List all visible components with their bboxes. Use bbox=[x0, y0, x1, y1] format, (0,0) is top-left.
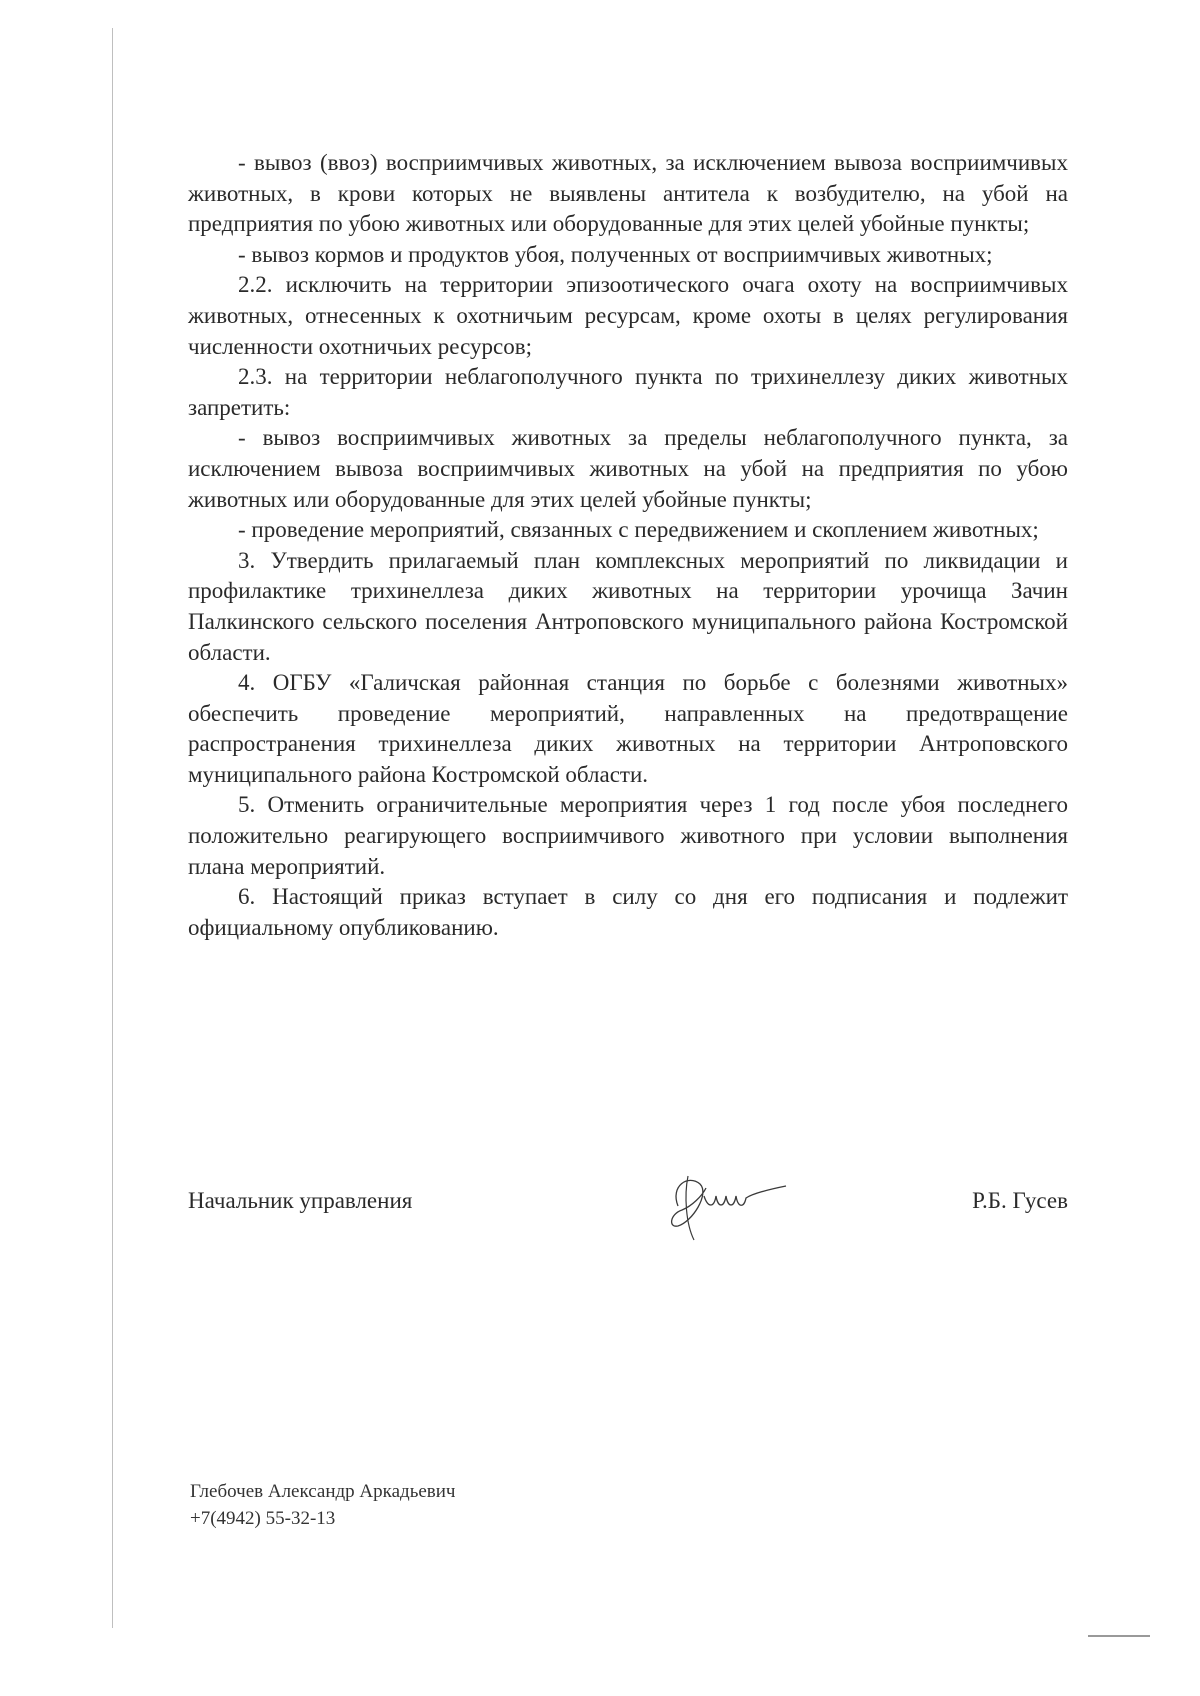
paragraph-export-outside: - вывоз восприимчивых животных за пределы неблагополучного пункта, за исключением вывоза восприимчивых животных на убой на предприятия по убою животных или оборудованные для этих целей убойные пункты; bbox=[188, 425, 1068, 512]
paragraph-4-ogbu: 4. ОГБУ «Галичская районная станция по борьбе с болезнями животных» обеспечить проведение мероприятий, направленных на предотвращение распространения трихинеллеза диких животных на территории Антроповского муниципального района Костромской области. bbox=[188, 670, 1068, 787]
contact-person: Глебочев Александр Аркадьевич bbox=[190, 1481, 456, 1502]
handwritten-signature bbox=[648, 1166, 818, 1246]
paragraph-feed-export: - вывоз кормов и продуктов убоя, полученных от восприимчивых животных; bbox=[238, 241, 993, 267]
paragraph-gatherings: - проведение мероприятий, связанных с передвижением и скоплением животных; bbox=[238, 517, 1039, 543]
paragraph-5-cancel: 5. Отменить ограничительные мероприятия через 1 год после убоя последнего положительно реагирующего восприимчивого животного при условии выполнения плана мероприятий. bbox=[188, 792, 1068, 879]
document-body bbox=[188, 148, 1068, 943]
paragraph-export-restriction: - вывоз (ввоз) восприимчивых животных, за исключением вывоза восприимчивых животных, в крови которых не выявлены антитела к возбудителю, на убой на предприятия по убою животных или оборудованные для этих целей убойные пункты; bbox=[188, 150, 1068, 237]
contact-block bbox=[190, 1478, 456, 1532]
contact-phone: +7(4942) 55-32-13 bbox=[190, 1508, 336, 1529]
paragraph-6-effect: 6. Настоящий приказ вступает в силу со дня его подписания и подлежит официальному опубликованию. bbox=[188, 884, 1068, 940]
scan-page-edge bbox=[112, 28, 113, 1628]
paragraph-2-2-hunting: 2.2. исключить на территории эпизоотического очага охоту на восприимчивых животных, отнесенных к охотничьим ресурсам, кроме охоты в целях регулирования численности охотничьих ресурсов; bbox=[188, 272, 1068, 359]
signature-block bbox=[188, 1178, 1068, 1248]
signatory-name: Р.Б. Гусев bbox=[972, 1188, 1068, 1213]
scan-mark bbox=[1088, 1635, 1150, 1637]
signatory-position: Начальник управления bbox=[188, 1188, 413, 1213]
paragraph-3-plan: 3. Утвердить прилагаемый план комплексных мероприятий по ликвидации и профилактике трихинеллеза диких животных на территории урочища Зачин Палкинского сельского поселения Антроповского муниципального района Костромской области. bbox=[188, 547, 1068, 665]
paragraph-2-3-prohibit: 2.3. на территории неблагополучного пункта по трихинеллезу диких животных запретить: bbox=[188, 364, 1068, 420]
